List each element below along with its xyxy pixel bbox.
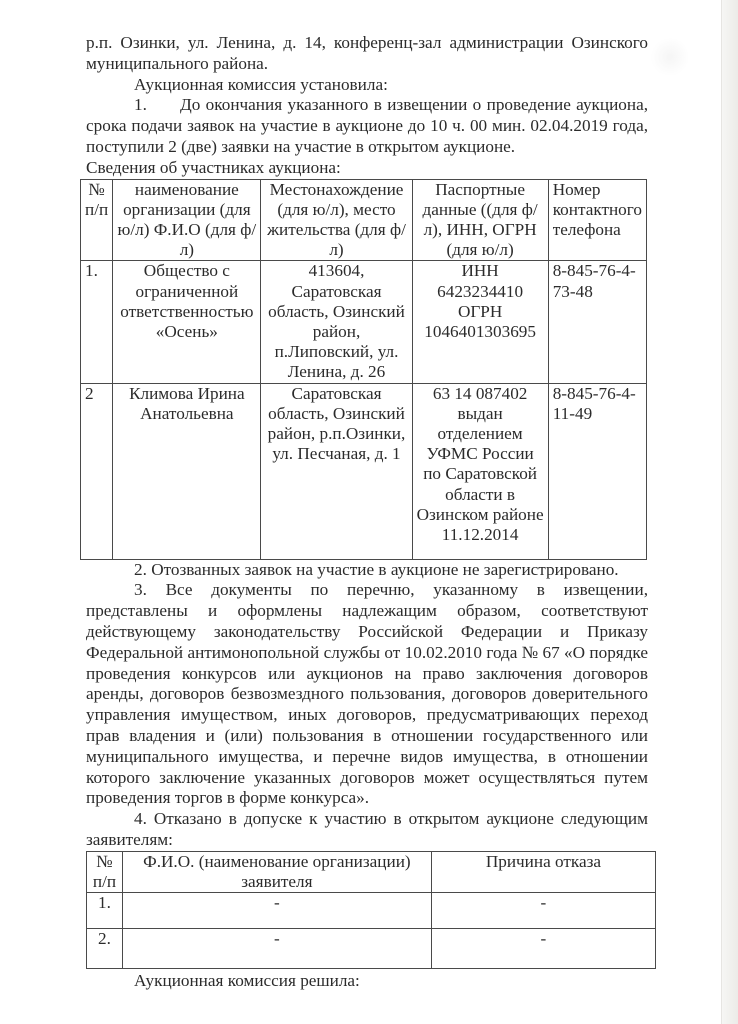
item-1-text: До окончания указанного в извещении о проведение аукциона, срока подачи заявок на участие в аукционе до 10 ч. 00 мин. 02.04.2019 года, поступили 2 (две) заявки на участие в открытом аукционе. [86, 95, 648, 156]
cell-number: 1. [81, 261, 113, 383]
table-row [87, 893, 656, 929]
cell-reason: - [431, 893, 655, 929]
cell-applicant: - [122, 929, 431, 969]
item-4-paragraph: 4. Отказано в допуске к участию в открытом аукционе следующим заявителям: [86, 809, 648, 849]
header-number: № п/п [81, 179, 113, 261]
cell-name: Климова Ирина Анатольевна [113, 383, 261, 559]
table-row [87, 929, 656, 969]
cell-phone: 8-845-76-4-73-48 [548, 261, 646, 383]
document-page [86, 33, 648, 992]
cell-address: 413604, Саратовская область, Озинский район, п.Липовский, ул. Ленина, д. 26 [261, 261, 412, 383]
header-phone: Номер контактного телефона [548, 179, 646, 261]
item-1-paragraph [86, 95, 648, 157]
header-address: Местонахождение (для ю/л), место жительства (для ф/л) [261, 179, 412, 261]
participants-table [80, 179, 647, 560]
item-1-number: 1. [134, 95, 147, 115]
cell-name: Общество с ограниченной ответственностью «Осень» [113, 261, 261, 383]
header-reason: Причина отказа [431, 851, 655, 892]
cell-number: 2 [81, 383, 113, 559]
rejections-table-header [87, 851, 656, 892]
commission-established-heading: Аукционная комиссия установила: [134, 74, 388, 94]
participants-caption: Сведения об участниках аукциона: [86, 157, 341, 177]
item-2-paragraph: 2. Отозванных заявок на участие в аукционе не зарегистрировано. [134, 559, 619, 579]
cell-applicant: - [122, 893, 431, 929]
commission-decided-heading: Аукционная комиссия решила: [134, 971, 360, 991]
cell-address: Саратовская область, Озинский район, р.п.Озинки, ул. Песчаная, д. 1 [261, 383, 412, 559]
header-ids: Паспортные данные ((для ф/л), ИНН, ОГРН (для ю/л) [412, 179, 548, 261]
participants-table-header [81, 179, 647, 261]
table-row [81, 383, 647, 559]
cell-reason: - [431, 929, 655, 969]
cell-ids: 63 14 087402 выдан отделением УФМС России по Саратовской области в Озинском районе 11.12.2014 [412, 383, 548, 559]
cell-phone: 8-845-76-4-11-49 [548, 383, 646, 559]
intro-paragraph: р.п. Озинки, ул. Ленина, д. 14, конференц-зал администрации Озинского муниципального района. [86, 33, 648, 73]
header-name: наименование организации (для ю/л) Ф.И.О (для ф/л) [113, 179, 261, 261]
cell-number: 2. [87, 929, 123, 969]
rejections-table [86, 851, 656, 969]
item-3-paragraph: 3. Все документы по перечню, указанному в извещении, представлены и оформлены надлежащим образом, соответствуют действующему законодательству Российской Федерации и Приказу Федеральной антимонопольной службы от 10.02.2010 года № 67 «О порядке проведения конкурсов или аукционов на право заключения договоров аренды, договоров безвозмездного пользования, договоров доверительного управления имуществом, иных договоров, предусматривающих переход прав владения и (или) пользования в отношении государственного или муниципального имущества, и перечне видов имущества, в отношении которого заключение указанных договоров может осуществляться путем проведения торгов в форме конкурса». [86, 580, 648, 808]
scan-stain [650, 38, 690, 76]
scan-edge-strip [721, 0, 738, 1024]
cell-ids: ИНН 6423234410 ОГРН 1046401303695 [412, 261, 548, 383]
table-row [81, 261, 647, 383]
header-applicant: Ф.И.О. (наименование организации) заявителя [122, 851, 431, 892]
cell-number: 1. [87, 893, 123, 929]
header-number: № п/п [87, 851, 123, 892]
